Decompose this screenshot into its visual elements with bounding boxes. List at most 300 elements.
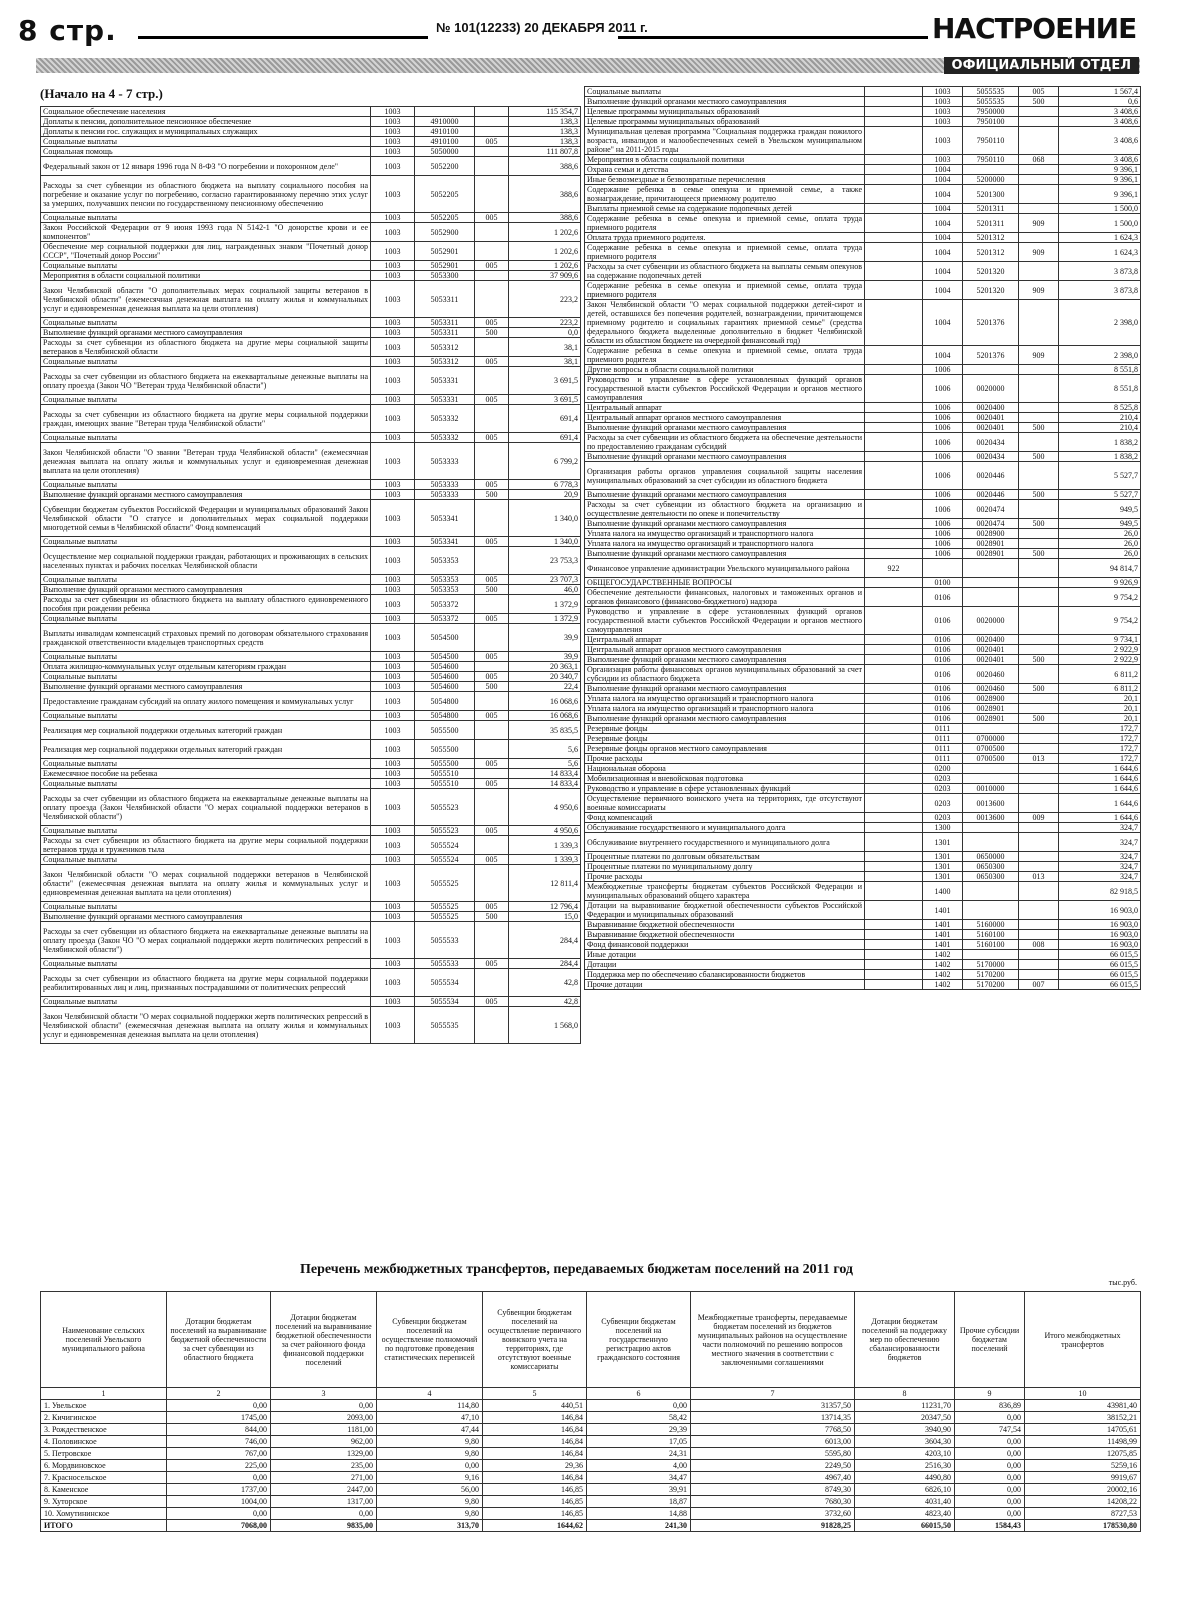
expense-code [1019,588,1059,607]
table-row [41,721,581,740]
cell: 2249,50 [691,1460,855,1472]
row-name: Социальные выплаты [41,395,371,405]
row-name: Резервные фонды [585,724,865,734]
target-code [963,724,1019,734]
table-row [585,346,1141,365]
amount: 1 644,6 [1059,764,1141,774]
cell: 8 [855,1388,955,1400]
section-code: 1003 [371,1007,415,1044]
row-name: Целевые программы муниципальных образований [585,107,865,117]
row-name: Целевые программы муниципальных образований [585,117,865,127]
cell: 178530,80 [1025,1520,1141,1532]
amount: 388,6 [509,213,581,223]
row-name: Прочие расходы [585,872,865,882]
expense-code: 500 [1019,714,1059,724]
expense-code [1019,930,1059,940]
target-code: 0650300 [963,872,1019,882]
amount: 8 551,8 [1059,375,1141,403]
row-name: Оплата труда приемного родителя. [585,233,865,243]
row-name: Прочие дотации [585,980,865,990]
table-row [41,395,581,405]
expense-code [1019,607,1059,635]
ministry-code [865,960,923,970]
expense-code [1019,413,1059,423]
cell: 146,85 [483,1484,587,1496]
row-name: Выполнение функций органами местного самоуправления [585,97,865,107]
section-code: 1003 [371,480,415,490]
amount: 1 339,3 [509,836,581,855]
cell: 9835,00 [271,1520,377,1532]
expense-code: 005 [475,826,509,836]
table-row [585,764,1141,774]
section-code: 1004 [923,214,963,233]
amount: 172,7 [1059,734,1141,744]
expense-code: 500 [1019,684,1059,694]
amount: 3 408,6 [1059,127,1141,155]
amount: 949,5 [1059,519,1141,529]
amount: 1 339,3 [509,855,581,865]
expense-code [1019,764,1059,774]
expense-code [1019,665,1059,684]
ministry-code [865,588,923,607]
table-row [41,271,581,281]
amount: 324,7 [1059,862,1141,872]
table-row [585,375,1141,403]
cell: 3940,90 [855,1424,955,1436]
amount: 1 340,0 [509,500,581,537]
table-row [41,585,581,595]
target-code: 5170200 [963,970,1019,980]
cell: Дотации бюджетам поселений на поддержку мер по обеспечению сбалансированности бюджетов [855,1292,955,1388]
target-code: 5055525 [415,902,475,912]
table-row [41,789,581,826]
cell: 1. Увельское [41,1400,167,1412]
cell: 31357,50 [691,1400,855,1412]
amount: 2 922,9 [1059,645,1141,655]
amount: 8 551,8 [1059,365,1141,375]
section-code: 1003 [371,213,415,223]
table-row [41,912,581,922]
ministry-code [865,433,923,452]
target-code: 0020460 [963,665,1019,684]
section-code: 1003 [371,537,415,547]
table-row [41,855,581,865]
table-row [585,97,1141,107]
cell: 9,80 [377,1436,483,1448]
table-row [41,480,581,490]
section-code: 0106 [923,607,963,635]
target-code: 5053333 [415,490,475,500]
target-code: 5055500 [415,740,475,759]
cell: 6013,00 [691,1436,855,1448]
table-row [585,155,1141,165]
row-name: Расходы за счет субвенции из областного бюджета на организацию и осуществление деятельности по опеке и попечительству [585,500,865,519]
cell: Субвенции бюджетам поселений на государственную регистрацию актов гражданского состояния [587,1292,691,1388]
target-code: 5201320 [963,281,1019,300]
row-name: Закон Российской Федерации от 9 июня 1993 года N 5142-1 "О донорстве крови и ее компонентов" [41,223,371,242]
target-code: 5201311 [963,214,1019,233]
section-code: 1006 [923,413,963,423]
cell: 9,16 [377,1472,483,1484]
table-row [585,559,1141,578]
ministry-code [865,117,923,127]
expense-code: 009 [1019,813,1059,823]
row-name: Закон Челябинской области "О мерах социальной поддержки ветеранов в Челябинской области" (ежемесячная денежная выплата на оплату жилья и коммунальных услуг и единовременная денежная выплата на цели отопления) [41,865,371,902]
amount: 5 527,7 [1059,490,1141,500]
expense-code: 013 [1019,872,1059,882]
section-code: 1401 [923,920,963,930]
ministry-code [865,872,923,882]
cell: 0,00 [955,1472,1025,1484]
cell: Дотации бюджетам поселений на выравнивание бюджетной обеспеченности за счет районного фонда финансовой поддержки поселений [271,1292,377,1388]
cell: 17,05 [587,1436,691,1448]
ministry-code [865,813,923,823]
table-row [41,367,581,395]
amount: 9 734,1 [1059,635,1141,645]
cell: ИТОГО [41,1520,167,1532]
target-code: 0700500 [963,744,1019,754]
table-row [41,157,581,176]
table-row [41,959,581,969]
ministry-code [865,764,923,774]
table-row [41,969,581,997]
row-name: Охрана семьи и детства [585,165,865,175]
expense-code [1019,774,1059,784]
row-name: Центральный аппарат [585,635,865,645]
section-code: 1006 [923,452,963,462]
table-row [585,588,1141,607]
expense-code: 500 [475,585,509,595]
row-name: Муниципальная целевая программа "Социальная поддержка граждан пожилого возраста, инвалидов и малообеспеченных семей в Увельском муниципальном районе" на 2011-2015 годы [585,127,865,155]
expense-code [1019,185,1059,204]
expense-code: 005 [475,759,509,769]
table-row [585,823,1141,833]
amount: 1 644,6 [1059,813,1141,823]
expense-code: 005 [475,959,509,969]
expense-code: 005 [475,537,509,547]
table-row [41,1472,1141,1484]
table-row [41,575,581,585]
ministry-code [865,930,923,940]
table-row [41,223,581,242]
target-code: 0028901 [963,549,1019,559]
row-name: Выполнение функций органами местного самоуправления [41,912,371,922]
budget-table-right [584,86,1141,990]
table-row [585,655,1141,665]
amount: 4 950,6 [509,789,581,826]
target-code: 0028901 [963,704,1019,714]
cell: 440,51 [483,1400,587,1412]
ministry-code [865,365,923,375]
ministry-code [865,214,923,233]
cell: Наименование сельских поселений Увельского муниципального района [41,1292,167,1388]
expense-code: 500 [475,328,509,338]
table-row [585,175,1141,185]
table-row [585,794,1141,813]
row-name: Выполнение функций органами местного самоуправления [585,714,865,724]
target-code: 5052205 [415,176,475,213]
cell: 9,80 [377,1496,483,1508]
target-code [963,833,1019,852]
target-code: 5053353 [415,547,475,575]
table-row [41,662,581,672]
table-row [41,490,581,500]
row-name: Реализация мер социальной поддержки отдельных категорий граждан [41,740,371,759]
section-code: 1003 [371,902,415,912]
row-name: Выравнивание бюджетной обеспеченности [585,930,865,940]
section-code: 0106 [923,684,963,694]
table-row [41,147,581,157]
expense-code [475,1007,509,1044]
section-code: 1003 [371,357,415,367]
cell: 0,00 [955,1484,1025,1496]
section-code: 1006 [923,539,963,549]
cell: 0,00 [167,1400,271,1412]
expense-code [1019,694,1059,704]
cell: 962,00 [271,1436,377,1448]
expense-code [1019,117,1059,127]
section-code: 1003 [371,826,415,836]
cell: 10. Хомутининское [41,1508,167,1520]
cell: 4203,10 [855,1448,955,1460]
ministry-code [865,549,923,559]
target-code: 0020400 [963,635,1019,645]
row-name: Ежемесячное пособие на ребенка [41,769,371,779]
table-row [41,1436,1141,1448]
cell: Дотации бюджетам поселений на выравнивание бюджетной обеспеченности за счет субвенции из областного бюджета [167,1292,271,1388]
expense-code: 500 [1019,490,1059,500]
section-code: 1004 [923,175,963,185]
expense-code [475,500,509,537]
amount: 324,7 [1059,872,1141,882]
ministry-code [865,107,923,117]
section-code: 1003 [371,176,415,213]
target-code: 5200000 [963,175,1019,185]
cell: 0,00 [167,1508,271,1520]
ministry-code [865,862,923,872]
row-name: Национальная оборона [585,764,865,774]
target-code: 5170200 [963,980,1019,990]
table-row [585,684,1141,694]
cell: 0,00 [955,1460,1025,1472]
total-row [41,1520,1141,1532]
ministry-code [865,127,923,155]
cell: 0,00 [167,1472,271,1484]
cell: 8749,30 [691,1484,855,1496]
section-code: 0203 [923,774,963,784]
target-code: 4910100 [415,137,475,147]
amount: 388,6 [509,176,581,213]
section-code: 1301 [923,862,963,872]
cell: 2516,30 [855,1460,955,1472]
section-code: 1003 [371,997,415,1007]
cell: 225,00 [167,1460,271,1472]
expense-code [475,107,509,117]
target-code: 0020401 [963,645,1019,655]
row-name: Социальные выплаты [41,779,371,789]
amount: 172,7 [1059,744,1141,754]
row-name: Социальные выплаты [41,480,371,490]
cell: 20002,16 [1025,1484,1141,1496]
section-code: 0111 [923,744,963,754]
amount: 1 372,9 [509,614,581,624]
row-name: Расходы за счет субвенции из областного бюджета на выплату областного единовременного пособия при рождении ребенка [41,595,371,614]
section-code: 1003 [371,490,415,500]
row-name: Организация работы органов управления социальной защиты населения муниципальных образований за счет субсидии из областного бюджета [585,462,865,490]
expense-code: 005 [475,902,509,912]
amount: 1 644,6 [1059,794,1141,813]
cell: 9919,67 [1025,1472,1141,1484]
expense-code [475,223,509,242]
amount: 1 340,0 [509,537,581,547]
section-code: 1003 [371,107,415,117]
cell: 1 [41,1388,167,1400]
row-name: Выполнение функций органами местного самоуправления [585,452,865,462]
cell: 1329,00 [271,1448,377,1460]
expense-code [475,157,509,176]
target-code: 5201312 [963,243,1019,262]
expense-code: 500 [1019,97,1059,107]
target-code: 5201376 [963,300,1019,346]
table-row [585,754,1141,764]
amount: 15,0 [509,912,581,922]
row-name: Социальная помощь [41,147,371,157]
row-name: Мобилизационная и вневойсковая подготовка [585,774,865,784]
table-row [41,405,581,433]
row-name: Социальное обеспечение населения [41,107,371,117]
row-name: Содержание ребенка в семье опекуна и приемной семье, оплата труда приемного родителя [585,214,865,233]
row-name: Содержание ребенка в семье опекуна и приемной семье, а также вознаграждение, причитающееся приемному родителю [585,185,865,204]
page-number: 8 стр. [18,14,117,47]
ministry-code [865,734,923,744]
row-name: Мероприятия в области социальной политики [585,155,865,165]
section-code: 1003 [371,547,415,575]
cell: 47,10 [377,1412,483,1424]
row-name: Расходы за счет субвенции из областного бюджета на выплату социального пособия на погребение и оказание услуг по погребению, согласно гарантированному перечню этих услуг за умерших, получавших пенсии по государственному пенсионному обеспечению [41,176,371,213]
expense-code [475,721,509,740]
expense-code [1019,107,1059,117]
row-name: Процентные платежи по муниципальному долгу [585,862,865,872]
expense-code [1019,127,1059,155]
section-code: 1003 [371,865,415,902]
cell: 313,70 [377,1520,483,1532]
expense-code [475,789,509,826]
cell: 11231,70 [855,1400,955,1412]
amount: 324,7 [1059,823,1141,833]
target-code: 5054600 [415,682,475,692]
section-code [923,559,963,578]
section-code: 0106 [923,645,963,655]
amount: 16 903,0 [1059,901,1141,920]
section-code: 1004 [923,243,963,262]
table-row [585,960,1141,970]
cell: 0,00 [955,1448,1025,1460]
expense-code: 005 [475,614,509,624]
cell: 39,91 [587,1484,691,1496]
target-code: 5053312 [415,338,475,357]
table-row [585,694,1141,704]
amount: 3 873,8 [1059,262,1141,281]
amount: 1 624,3 [1059,243,1141,262]
expense-code: 500 [475,912,509,922]
section-code: 1003 [371,271,415,281]
target-code: 0020434 [963,433,1019,452]
ministry-code [865,784,923,794]
expense-code [1019,262,1059,281]
target-code: 5054800 [415,692,475,711]
expense-code [475,595,509,614]
expense-code: 005 [475,855,509,865]
amount: 138,3 [509,127,581,137]
cell: 56,00 [377,1484,483,1496]
ministry-code [865,462,923,490]
section-code: 1003 [371,624,415,652]
cell: 146,84 [483,1448,587,1460]
expense-code [475,969,509,997]
section-code: 0106 [923,635,963,645]
amount: 38,1 [509,357,581,367]
section-code: 1003 [371,692,415,711]
expense-code [475,338,509,357]
table-row [585,784,1141,794]
amount: 66 015,5 [1059,960,1141,970]
row-name: Иные безвозмездные и безвозвратные перечисления [585,175,865,185]
table-row [585,365,1141,375]
cell: 9 [955,1388,1025,1400]
section-code: 1004 [923,300,963,346]
amount: 2 398,0 [1059,346,1141,365]
row-name: Фонд компенсаций [585,813,865,823]
amount: 1 568,0 [509,1007,581,1044]
row-name: Социальные выплаты [41,614,371,624]
expense-code: 005 [475,137,509,147]
table-row [585,107,1141,117]
section-code: 1004 [923,346,963,365]
cell: 4490,80 [855,1472,955,1484]
section-code: 1003 [371,652,415,662]
amount: 223,2 [509,318,581,328]
target-code [963,165,1019,175]
amount: 39,9 [509,624,581,652]
section-title: НАСТРОЕНИЕ [932,12,1137,45]
cell: Итого межбюджетных трансфертов [1025,1292,1141,1388]
target-code [963,578,1019,588]
target-code: 5050000 [415,147,475,157]
table-row [585,185,1141,204]
table-row [585,423,1141,433]
target-code: 5053332 [415,405,475,433]
target-code: 5055535 [415,1007,475,1044]
target-code: 7950110 [963,127,1019,155]
expense-code [1019,529,1059,539]
table-row [41,740,581,759]
table-row [41,692,581,711]
section-code: 1003 [923,155,963,165]
section-code: 1301 [923,852,963,862]
cell: Межбюджетные трансферты, передаваемые бюджетам поселений из бюджетов муниципальных районов на осуществление части полномочий по решению вопросов местного значения в соответствии с заключенными соглашениями [691,1292,855,1388]
amount: 1 372,9 [509,595,581,614]
section-code: 1301 [923,833,963,852]
expense-code [1019,970,1059,980]
amount: 0,0 [509,328,581,338]
row-name: Закон Челябинской области "О мерах социальной поддержки жертв политических репрессий в Челябинской области" (ежемесячная денежная выплата на оплату жилья и коммунальных услуг и единовременная денежная выплата на цели отопления) [41,1007,371,1044]
row-name: Поддержка мер по обеспечению сбалансированности бюджетов [585,970,865,980]
cell: 2093,00 [271,1412,377,1424]
table-row [41,1007,581,1044]
cell: 2 [167,1388,271,1400]
cell: 8. Каменское [41,1484,167,1496]
section-code: 1401 [923,901,963,920]
